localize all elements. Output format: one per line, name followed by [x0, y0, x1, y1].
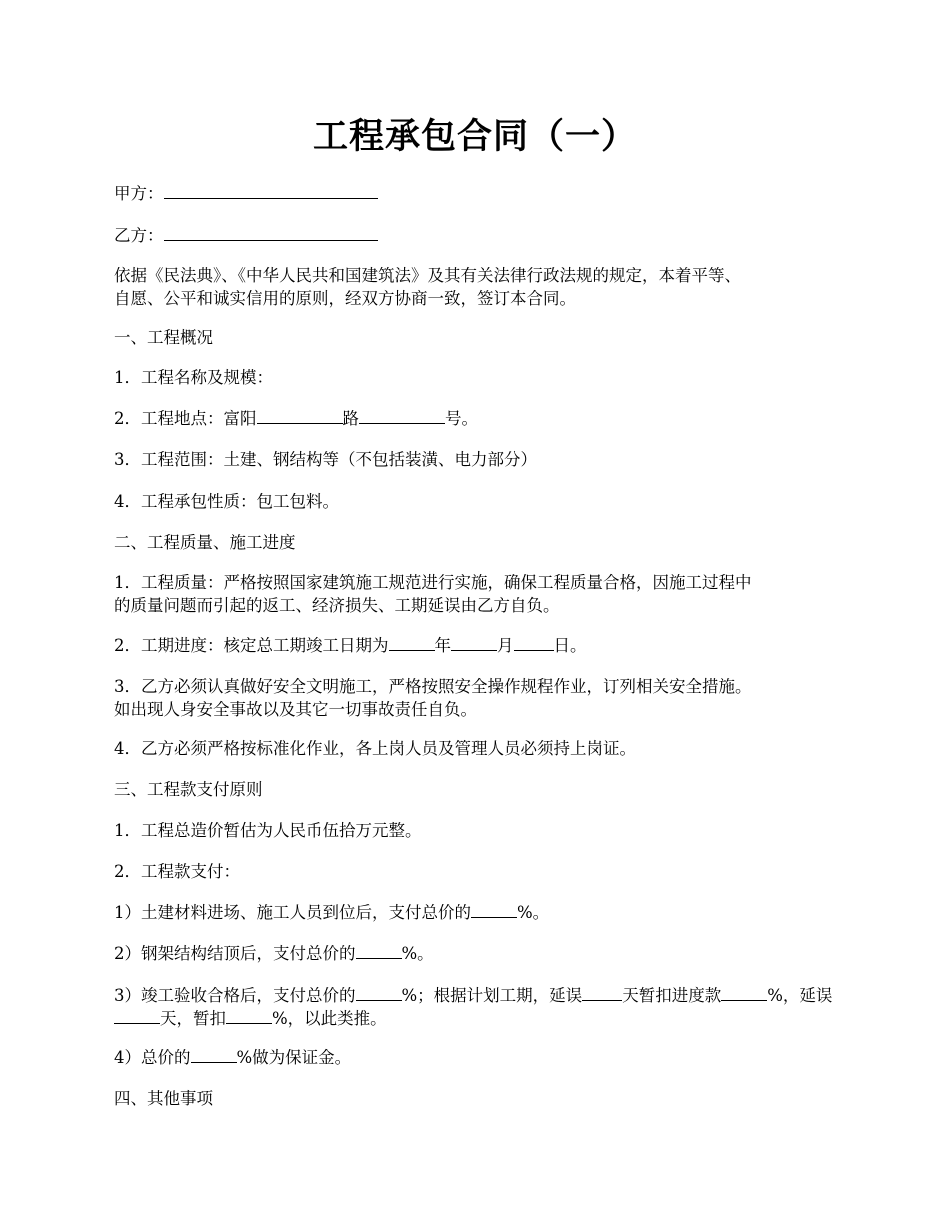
- intro-paragraph: [114, 264, 838, 310]
- section-4-heading: 四、其他事项: [114, 1089, 213, 1108]
- section-2-item-4: 4．乙方必须严格按标准化作业，各上岗人员及管理人员必须持上岗证。: [114, 739, 636, 758]
- section-1-item-3: 3．工程范围：土建、钢结构等（不包括装潢、电力部分）: [114, 450, 537, 469]
- item-text: 天，暂扣: [160, 1009, 226, 1028]
- item-text: 2．工程地点：富阳: [114, 409, 257, 428]
- section-1-heading: 一、工程概况: [114, 328, 213, 347]
- item-text: %；根据计划工期，延误: [401, 986, 583, 1005]
- item-text: 2．工期进度：核定总工期竣工日期为: [114, 636, 389, 655]
- item-text: 路: [342, 409, 359, 428]
- item-text: %。: [401, 944, 434, 963]
- days-blank: [582, 985, 622, 1001]
- section-3-item-2: 2．工程款支付：: [114, 862, 240, 881]
- section-2-item-3: [114, 675, 838, 721]
- percent-blank: [471, 902, 517, 918]
- section-3-heading: 三、工程款支付原则: [114, 780, 263, 799]
- item-text: 月: [497, 636, 514, 655]
- item-text: 2）钢架结构结顶后，支付总价的: [114, 944, 356, 963]
- section-3-item-1: 1．工程总造价暂估为人民币伍拾万元整。: [114, 821, 422, 840]
- section-1-item-2: [114, 407, 838, 430]
- section-2-item-2: [114, 634, 838, 657]
- number-blank: [359, 408, 445, 424]
- party-a-blank: [164, 183, 378, 199]
- payment-point-4: [114, 1046, 838, 1069]
- item-line-2: 如出现人身安全事故以及其它一切事故责任自负。: [114, 700, 477, 719]
- item-text: %，以此类推。: [272, 1009, 387, 1028]
- item-text: %。: [517, 903, 550, 922]
- party-a-label: 甲方：: [114, 184, 164, 203]
- day-blank: [514, 635, 554, 651]
- percent-blank: [356, 943, 402, 959]
- section-2-heading: 二、工程质量、施工进度: [114, 533, 296, 552]
- item-text: 天暂扣进度款: [622, 986, 722, 1005]
- percent-blank: [721, 985, 767, 1001]
- percent-blank: [191, 1047, 237, 1063]
- item-line-2: 的质量问题而引起的返工、经济损失、工期延误由乙方自负。: [114, 596, 560, 615]
- section-1-item-4: 4．工程承包性质：包工包料。: [114, 492, 339, 511]
- section-1-item-1: 1．工程名称及规模：: [114, 368, 273, 387]
- item-text: 4）总价的: [114, 1048, 191, 1067]
- percent-blank: [226, 1008, 272, 1024]
- days-blank: [114, 1008, 160, 1024]
- item-text: %做为保证金。: [236, 1048, 352, 1067]
- year-blank: [389, 635, 435, 651]
- intro-line-2: 自愿、公平和诚实信用的原则，经双方协商一致，签订本合同。: [114, 289, 576, 308]
- item-line-1: 3．乙方必须认真做好安全文明施工，严格按照安全操作规程作业，订列相关安全措施。: [114, 677, 752, 696]
- month-blank: [451, 635, 497, 651]
- road-blank: [257, 408, 343, 424]
- section-2-item-1: [114, 571, 838, 617]
- party-b-label: 乙方：: [114, 226, 164, 245]
- item-text: 年: [434, 636, 451, 655]
- party-a-line: [114, 182, 838, 205]
- payment-point-2: [114, 942, 838, 965]
- item-line-1: 1．工程质量：严格按照国家建筑施工规范进行实施，确保工程质量合格，因施工过程中: [114, 573, 752, 592]
- payment-point-3: [114, 984, 838, 1030]
- item-text: 3）竣工验收合格后，支付总价的: [114, 986, 356, 1005]
- item-text: 日。: [553, 636, 587, 655]
- document-title: 工程承包合同（一）: [312, 116, 637, 157]
- intro-line-1: 依据《民法典》、《中华人民共和国建筑法》及其有关法律行政法规的规定，本着平等、: [114, 266, 741, 285]
- item-text: 号。: [445, 409, 478, 428]
- item-text: %，延误: [767, 986, 833, 1005]
- party-b-line: [114, 224, 838, 247]
- percent-blank: [356, 985, 402, 1001]
- payment-point-1: [114, 901, 838, 924]
- party-b-blank: [164, 225, 378, 241]
- item-text: 1）土建材料进场、施工人员到位后，支付总价的: [114, 903, 471, 922]
